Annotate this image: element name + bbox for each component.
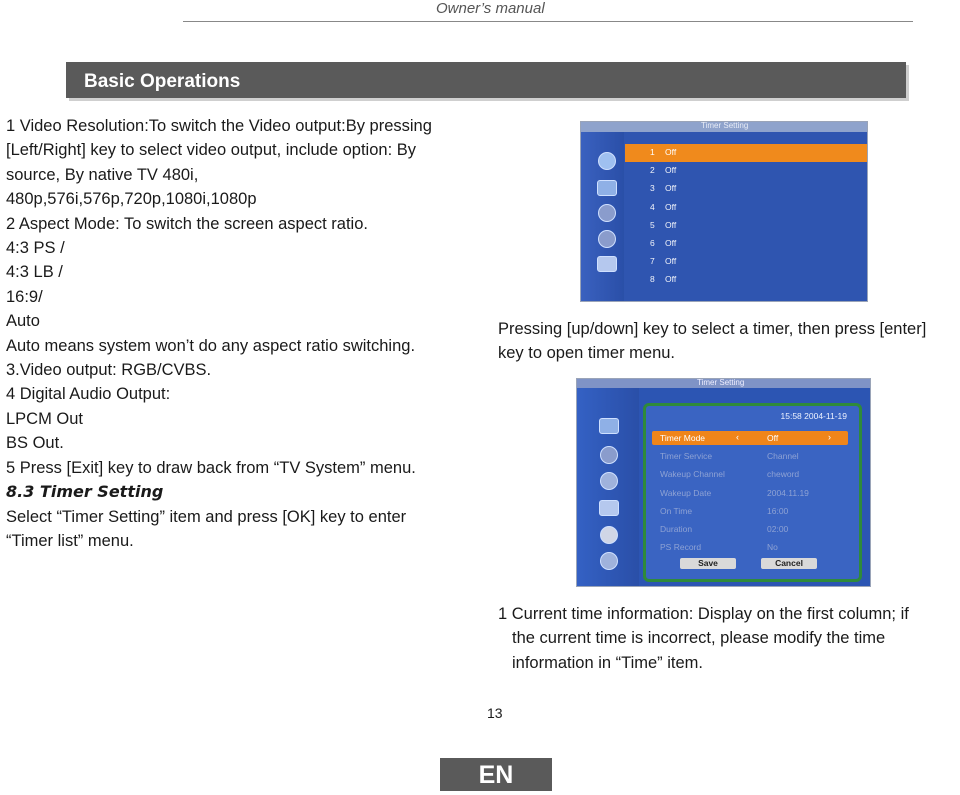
timer-status: Off <box>665 256 677 267</box>
screen-title: Timer Setting <box>701 121 749 130</box>
timer-field-row[interactable] <box>652 504 848 518</box>
field-label: Duration <box>660 524 693 534</box>
timer-list-item[interactable] <box>625 235 867 253</box>
field-value: 02:00 <box>767 524 789 534</box>
text-line: 4:3 LB / <box>6 263 63 282</box>
screen-title-band <box>581 122 867 132</box>
section-title: Basic Operations <box>84 71 241 92</box>
media-icon <box>600 526 618 544</box>
chevron-right-icon[interactable]: › <box>828 432 831 442</box>
cancel-button[interactable]: Cancel <box>761 558 817 569</box>
picture-icon <box>599 418 619 434</box>
settings-icon <box>600 472 618 490</box>
timer-form-panel <box>643 403 862 582</box>
timer-number: 1 <box>650 147 655 157</box>
language-badge: EN <box>440 758 552 791</box>
timer-number: 3 <box>650 183 655 194</box>
text-line: “Timer list” menu. <box>6 531 134 550</box>
timer-detail-screenshot <box>576 378 871 587</box>
field-label: PS Record <box>660 542 702 553</box>
field-value: Off <box>767 433 779 443</box>
timer-status: Off <box>665 219 677 230</box>
field-value: 2004.11.19 <box>767 487 809 498</box>
section-heading-bar <box>66 62 906 98</box>
text-line: 480p,576i,576p,720p,1080i,1080p <box>6 190 257 209</box>
timer-list-item[interactable] <box>625 217 867 235</box>
timer-status: Off <box>665 147 677 157</box>
header-title: Owner’s manual <box>436 0 545 17</box>
text-line: source, By native TV 480i, <box>6 165 199 184</box>
field-label: Wakeup Date <box>660 487 712 498</box>
screen-sidebar <box>577 388 639 586</box>
field-value: cheword <box>767 469 800 480</box>
timer-number: 6 <box>650 237 655 248</box>
timer-number: 7 <box>650 256 655 267</box>
left-column-text <box>6 114 486 553</box>
timer-field-row[interactable] <box>652 431 848 445</box>
timer-number: 5 <box>650 219 655 230</box>
text-line: 4 Digital Audio Output: <box>6 385 171 404</box>
screen-title: Timer Setting <box>697 378 745 387</box>
text-line: [Left/Right] key to select video output, include option: By <box>6 141 416 160</box>
timer-list-item[interactable] <box>625 180 867 198</box>
subsection-heading: 8.3 Timer Setting <box>6 482 164 502</box>
page-number: 13 <box>487 705 503 721</box>
clock-icon <box>600 552 618 570</box>
text-line: LPCM Out <box>6 409 84 428</box>
text-line: 1 Video Resolution:To switch the Video output:By pressing <box>6 117 432 135</box>
timer-field-row[interactable] <box>652 522 848 536</box>
timer-list-screenshot <box>580 121 868 302</box>
play-icon <box>598 152 616 170</box>
settings-icon <box>598 230 616 248</box>
field-label: Timer Service <box>660 451 713 462</box>
text-line: 2 Aspect Mode: To switch the screen aspect ratio. <box>6 214 368 233</box>
timer-list <box>625 144 867 290</box>
folder-icon <box>597 256 617 272</box>
field-label: Wakeup Channel <box>660 469 725 480</box>
timer-list-item[interactable] <box>625 162 867 180</box>
timer-field-row[interactable] <box>652 449 848 463</box>
text-line: 3.Video output: RGB/CVBS. <box>6 361 212 380</box>
text-line: Auto <box>6 312 40 331</box>
timer-field-row[interactable] <box>652 486 848 500</box>
text-line: 16:9/ <box>6 287 43 306</box>
field-label: Timer Mode <box>660 433 706 443</box>
folder-icon <box>599 500 619 516</box>
screen-sidebar <box>581 132 624 301</box>
caption-line: 1 Current time information: Display on the first column; if <box>498 605 909 623</box>
timer-status: Off <box>665 183 677 194</box>
timer-number: 2 <box>650 165 655 176</box>
timer-list-item[interactable] <box>625 253 867 271</box>
text-line: Select “Timer Setting” item and press [OK] key to enter <box>6 507 407 526</box>
caption-2 <box>498 602 909 675</box>
timer-field-row[interactable] <box>652 467 848 481</box>
timer-status: Off <box>665 237 677 248</box>
caption-line: Pressing [up/down] key to select a timer, then press [enter] <box>498 320 927 338</box>
caption-1 <box>498 317 926 366</box>
header-rule <box>183 21 913 22</box>
timer-status: Off <box>665 274 677 285</box>
picture-icon <box>597 180 617 196</box>
field-value: Channel <box>767 451 799 462</box>
timer-status: Off <box>665 165 677 176</box>
field-value: 16:00 <box>767 505 789 516</box>
field-value: No <box>767 542 778 553</box>
timer-number: 4 <box>650 201 655 212</box>
timer-list-item[interactable] <box>625 144 867 162</box>
field-label: On Time <box>660 505 693 516</box>
text-line: 4:3 PS / <box>6 239 65 258</box>
current-time-display: 15:58 2004-11-19 <box>780 411 847 421</box>
text-line: BS Out. <box>6 434 64 453</box>
caption-line: the current time is incorrect, please modify the time <box>512 629 886 648</box>
timer-status: Off <box>665 201 677 212</box>
screen-title-band <box>577 379 870 388</box>
chevron-left-icon[interactable]: ‹ <box>736 432 739 442</box>
disc-icon <box>600 446 618 464</box>
caption-line: information in “Time” item. <box>512 653 704 672</box>
save-button[interactable]: Save <box>680 558 736 569</box>
timer-list-item[interactable] <box>625 271 867 289</box>
timer-field-row[interactable] <box>652 540 848 554</box>
caption-line: key to open timer menu. <box>498 344 676 363</box>
text-line: 5 Press [Exit] key to draw back from “TV System” menu. <box>6 458 416 477</box>
timer-number: 8 <box>650 274 655 285</box>
text-line: Auto means system won’t do any aspect ratio switching. <box>6 336 416 355</box>
disc-icon <box>598 204 616 222</box>
timer-list-item[interactable] <box>625 199 867 217</box>
